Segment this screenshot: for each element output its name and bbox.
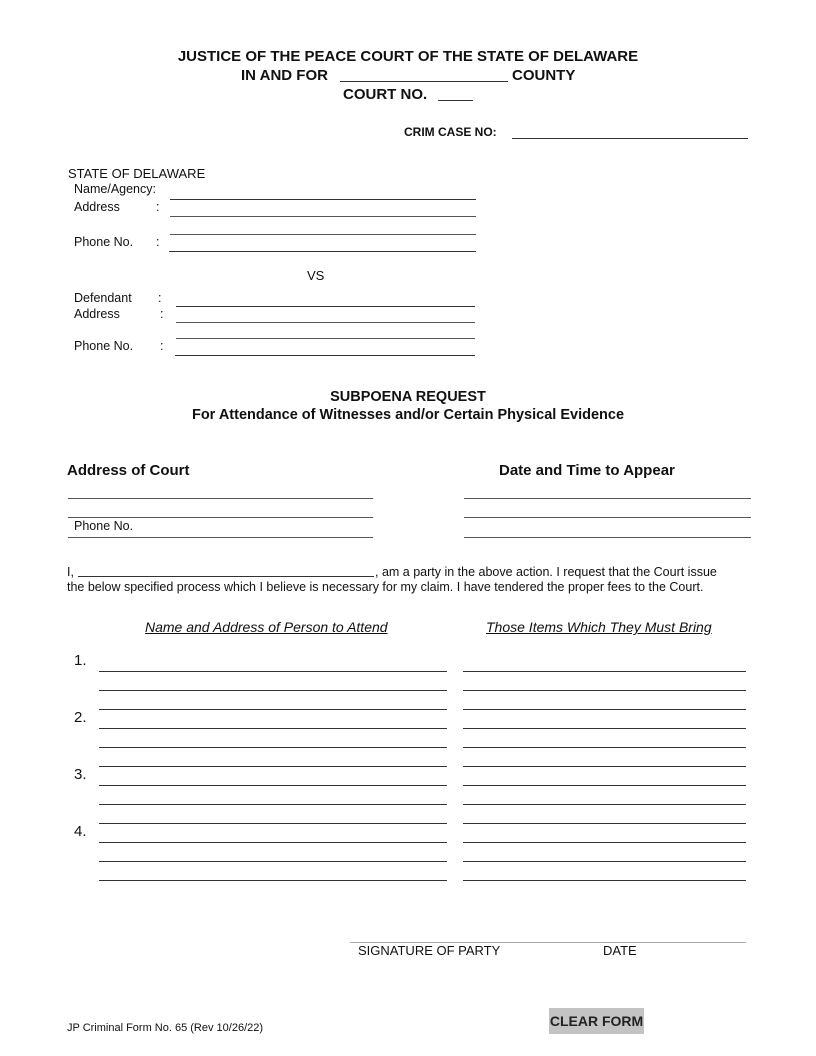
colon: : [160,339,164,353]
witness-name-address-field[interactable] [99,861,447,862]
witness-items-field[interactable] [463,880,746,881]
form-title: SUBPOENA REQUEST [330,389,486,405]
appear-date-field-2[interactable] [464,517,751,518]
defendant-phone-label: Phone No. [74,339,134,353]
defendant-address-field[interactable] [176,322,475,323]
witness-name-address-field[interactable] [99,804,447,805]
court-no-field[interactable] [438,100,473,101]
col-person-heading: Name and Address of Person to Attend [145,619,388,635]
witness-name-address-field[interactable] [99,690,447,691]
clear-form-button[interactable]: CLEAR FORM [549,1008,644,1034]
defendant-name-field[interactable] [176,306,475,307]
witness-items-field[interactable] [463,766,746,767]
colon: : [160,307,164,321]
defendant-address-field-2[interactable] [176,338,475,339]
statement-line2: the below specified process which I believe is necessary for my claim. I have tendered the proper fees to the Court. [67,580,704,594]
crim-case-no-label: CRIM CASE NO: [404,125,497,139]
colon: : [158,291,162,305]
witness-number: 3. [74,766,87,783]
witness-items-field[interactable] [463,804,746,805]
vs-label: VS [307,268,325,283]
court-no-label: COURT NO. [343,86,428,103]
witness-items-field[interactable] [463,709,746,710]
witness-number: 2. [74,709,87,726]
witness-items-field[interactable] [463,728,746,729]
plaintiff-heading: STATE OF DELAWARE [68,166,206,181]
witness-items-field[interactable] [463,785,746,786]
witness-items-field[interactable] [463,690,746,691]
colon: : [156,200,160,214]
colon: : [156,235,160,249]
witness-name-address-field[interactable] [99,728,447,729]
witness-name-address-field[interactable] [99,880,447,881]
party-name-field[interactable] [78,576,374,577]
witness-items-field[interactable] [463,842,746,843]
court-address-field[interactable] [68,498,373,499]
plaintiff-address-label: Address [74,200,120,214]
address-of-court-heading: Address of Court [67,462,190,479]
signature-label: SIGNATURE OF PARTY [358,943,501,958]
plaintiff-address-field[interactable] [170,216,476,217]
witness-number: 4. [74,823,87,840]
date-label: DATE [603,943,637,958]
county-field[interactable] [340,81,508,82]
witness-name-address-field[interactable] [99,842,447,843]
witness-name-address-field[interactable] [99,671,447,672]
witness-number: 1. [74,652,87,669]
witness-items-field[interactable] [463,671,746,672]
witness-name-address-field[interactable] [99,785,447,786]
statement-line1: , am a party in the above action. I request that the Court issue [375,565,717,579]
date-time-heading: Date and Time to Appear [499,462,675,479]
witness-items-field[interactable] [463,747,746,748]
form-subtitle: For Attendance of Witnesses and/or Certain Physical Evidence [191,407,625,423]
plaintiff-name-field[interactable] [170,199,476,200]
court-title: JUSTICE OF THE PEACE COURT OF THE STATE OF DELAWARE [177,48,639,65]
plaintiff-address-field-2[interactable] [170,234,476,235]
court-address-field-2[interactable] [68,517,373,518]
in-and-for-label: IN AND FOR [241,67,328,84]
witness-items-field[interactable] [463,861,746,862]
county-label: COUNTY [512,67,576,84]
plaintiff-phone-label: Phone No. [74,235,134,249]
crim-case-no-field[interactable] [512,138,748,139]
plaintiff-phone-field[interactable] [169,251,476,252]
court-phone-field[interactable] [68,537,373,538]
witness-name-address-field[interactable] [99,823,447,824]
defendant-phone-field[interactable] [175,355,475,356]
court-phone-label: Phone No. [74,519,134,533]
witness-items-field[interactable] [463,823,746,824]
defendant-label: Defendant [74,291,132,305]
col-items-heading: Those Items Which They Must Bring [486,619,712,635]
appear-date-field-3[interactable] [464,537,751,538]
defendant-address-label: Address [74,307,120,321]
witness-name-address-field[interactable] [99,709,447,710]
appear-date-field[interactable] [464,498,751,499]
form-number: JP Criminal Form No. 65 (Rev 10/26/22) [67,1022,264,1034]
name-agency-label: Name/Agency: [74,182,156,196]
witness-name-address-field[interactable] [99,747,447,748]
statement-prefix: I, [67,565,74,579]
witness-name-address-field[interactable] [99,766,447,767]
